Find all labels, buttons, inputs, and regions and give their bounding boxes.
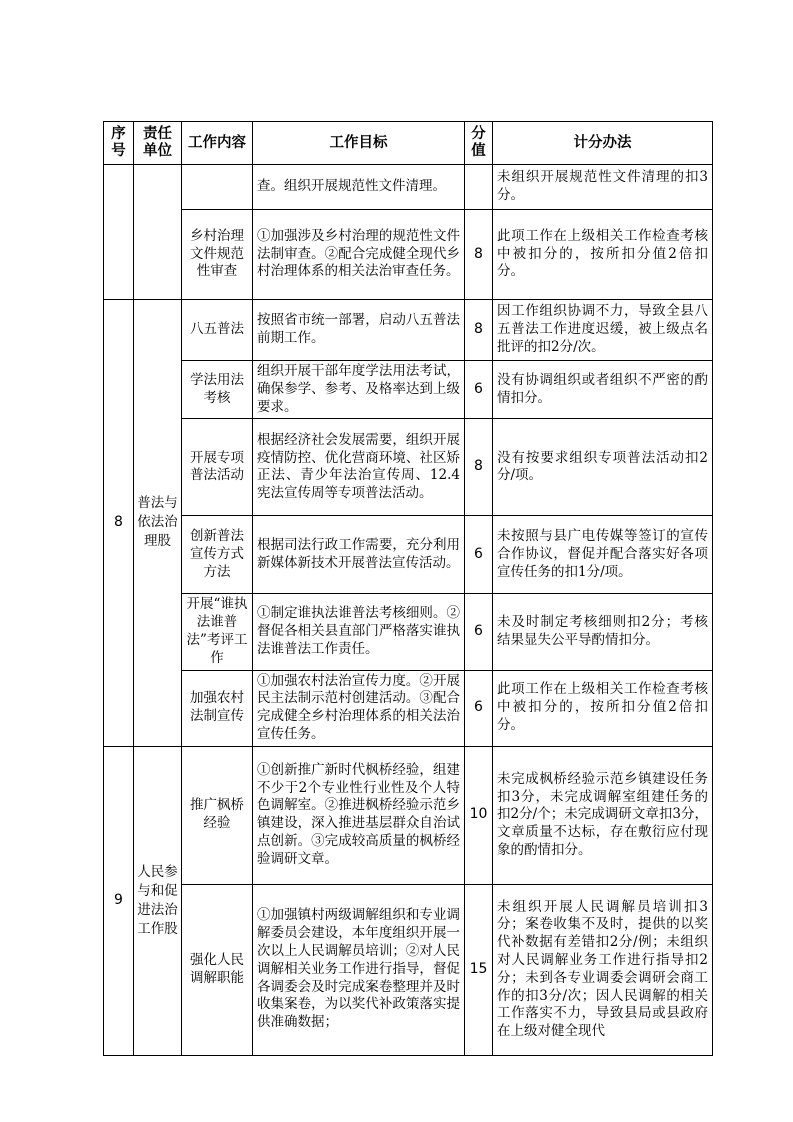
method-cell: 没有按要求组织专项普法活动扣2分/项。 (493, 419, 713, 516)
goal-cell: 根据经济社会发展需要，组织开展疫情防控、优化营商环境、社区矫正法、青少年法治宣传周、12.4宪法宣传周等专项普法活动。 (253, 419, 465, 516)
header-goal: 工作目标 (253, 122, 465, 165)
goal-cell: 根据司法行政工作需要，充分利用新媒体新技术开展普法宣传活动。 (253, 516, 465, 594)
score-cell: 6 (465, 516, 493, 594)
goal-cell: ①制定谁执法谁普法考核细则。②督促各相关县直部门严格落实谁执法谁普法工作责任。 (253, 594, 465, 670)
content-cell: 强化人民调解职能 (182, 884, 253, 1055)
seq-cell (104, 165, 134, 300)
method-cell: 没有协调组织或者组织不严密的酌情扣分。 (493, 361, 713, 419)
content-cell: 推广枫桥经验 (182, 746, 253, 884)
table-row (104, 361, 713, 419)
score-cell (465, 165, 493, 210)
seq-cell: 9 (104, 746, 134, 1055)
table-row (104, 746, 713, 884)
method-cell: 未组织开展规范性文件清理的扣3分。 (493, 165, 713, 210)
content-cell: 八五普法 (182, 300, 253, 361)
table-row (104, 165, 713, 210)
goal-cell: 按照省市统一部署，启动八五普法前期工作。 (253, 300, 465, 361)
method-cell: 此项工作在上级相关工作检查考核中被扣分的，按所扣分值2倍扣分。 (493, 670, 713, 746)
content-cell: 创新普法宣传方式方法 (182, 516, 253, 594)
header-score: 分值 (465, 122, 493, 165)
method-cell: 未及时制定考核细则扣2分；考核结果显失公平导酌情扣分。 (493, 594, 713, 670)
goal-cell: ①加强农村法治宣传力度。②开展民主法制示范村创建活动。③配合完成健全乡村治理体系的相关法治宣传任务。 (253, 670, 465, 746)
content-cell (182, 165, 253, 210)
scoring-table (103, 121, 713, 1056)
method-cell: 因工作组织协调不力，导致全县八五普法工作进度迟缓，被上级点名批评的扣2分/次。 (493, 300, 713, 361)
table-row (104, 210, 713, 300)
seq-cell: 8 (104, 300, 134, 747)
header-content: 工作内容 (182, 122, 253, 165)
content-cell: 学法用法考核 (182, 361, 253, 419)
score-cell: 6 (465, 361, 493, 419)
table-row (104, 300, 713, 361)
score-cell: 8 (465, 210, 493, 300)
table-row (104, 419, 713, 516)
content-cell: 乡村治理文件规范性审查 (182, 210, 253, 300)
header-seq: 序号 (104, 122, 134, 165)
method-cell: 未完成枫桥经验示范乡镇建设任务扣3分，未完成调解室组建任务的扣2分/个；未完成调研文章扣3分，文章质量不达标，存在敷衍应付现象的酌情扣分。 (493, 746, 713, 884)
table-row (104, 670, 713, 746)
header-unit: 责任单位 (134, 122, 182, 165)
score-cell: 8 (465, 300, 493, 361)
table-row (104, 884, 713, 1055)
unit-cell: 人民参与和促进法治工作股 (134, 746, 182, 1055)
content-cell: 加强农村法制宣传 (182, 670, 253, 746)
unit-cell: 普法与依法治理股 (134, 300, 182, 747)
scoring-table-page (103, 121, 712, 1056)
score-cell: 6 (465, 670, 493, 746)
score-cell: 6 (465, 594, 493, 670)
goal-cell: 组织开展干部年度学法用法考试，确保参学、参考、及格率达到上级要求。 (253, 361, 465, 419)
unit-cell (134, 165, 182, 300)
table-row (104, 516, 713, 594)
content-cell: 开展专项普法活动 (182, 419, 253, 516)
method-cell: 未组织开展人民调解员培训扣3分；案卷收集不及时，提供的以奖代补数据有差错扣2分/例；未组织对人民调解业务工作进行指导扣2分；未到各专业调委会调研会商工作的扣3分/次；因人民调解的相关工作落实不力，导致县局或县政府在上级对健全现代 (493, 884, 713, 1055)
table-row (104, 594, 713, 670)
header-row (104, 122, 713, 165)
goal-cell: 查。组织开展规范性文件清理。 (253, 165, 465, 210)
score-cell: 10 (465, 746, 493, 884)
score-cell: 8 (465, 419, 493, 516)
goal-cell: ①加强镇村两级调解组织和专业调解委员会建设，本年度组织开展一次以上人民调解员培训；②对人民调解相关业务工作进行指导，督促各调委会及时完成案卷整理并及时收集案卷，为以奖代补政策落实提供准确数据； (253, 884, 465, 1055)
goal-cell: ①创新推广新时代枫桥经验，组建不少于2个专业性行业性及个人特色调解室。②推进枫桥经验示范乡镇建设，深入推进基层群众自治试点创新。③完成较高质量的枫桥经验调研文章。 (253, 746, 465, 884)
method-cell: 未按照与县广电传媒等签订的宣传合作协议，督促并配合落实好各项宣传任务的扣1分/项。 (493, 516, 713, 594)
goal-cell: ①加强涉及乡村治理的规范性文件法制审查。②配合完成健全现代乡村治理体系的相关法治审查任务。 (253, 210, 465, 300)
header-method: 计分办法 (493, 122, 713, 165)
content-cell: 开展“谁执法谁普法”考评工作 (182, 594, 253, 670)
method-cell: 此项工作在上级相关工作检查考核中被扣分的，按所扣分值2倍扣分。 (493, 210, 713, 300)
score-cell: 15 (465, 884, 493, 1055)
